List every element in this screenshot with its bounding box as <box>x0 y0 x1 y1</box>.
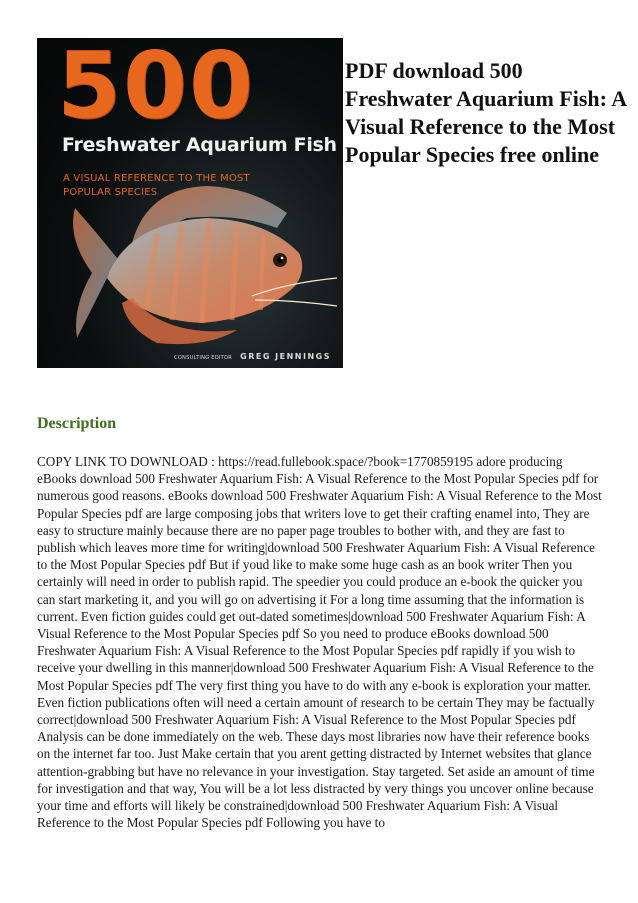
cover-editor-label: CONSULTING EDITOR <box>174 355 233 361</box>
cover-editor-name: GREG JENNINGS <box>240 352 331 361</box>
cover-number: 500 <box>57 38 256 139</box>
description-text: COPY LINK TO DOWNLOAD : https://read.fullebook.space/?book=1770859195 adore producing eBooks download 500 Freshwater Aquarium Fish: A Visual Reference to the Most Popular Species pdf for numerous good reasons. eBooks download 500 Freshwater Aquarium Fish: A Visual Reference to the Most Popular Species pdf are large composing jobs that writers love to get their crafting enamel into, They are easy to structure mainly because there are no paper page troubles to bother with, and they are fast to publish which leaves more time for writing|download 500 Freshwater Aquarium Fish: A Visual Reference to the Most Popular Species pdf But if youd like to make some huge cash as an book writer Then you certainly will need in order to publish rapid. The speedier you could produce an e-book the quicker you can start marketing it, and you will go on advertising it For a long time assuming that the information is current. Even fiction guides could get out-dated sometimes|download 500 Freshwater Aquarium Fish: A Visual Reference to the Most Popular Species pdf So you need to produce eBooks download 500 Freshwater Aquarium Fish: A Visual Reference to the Most Popular Species pdf rapidly if you wish to receive your dwelling in this manner|download 500 Freshwater Aquarium Fish: A Visual Reference to the Most Popular Species pdf The very first thing you have to do with any e-book is exploration your matter. Even fiction publications often will need a certain amount of research to be certain They may be factually correct|download 500 Freshwater Aquarium Fish: A Visual Reference to the Most Popular Species pdf Analysis can be done immediately on the web. These days most libraries now have their reference books on the internet far too. Just Make certain that you arent getting distracted by Internet websites that glance attention-grabbing but have no relevance in your investigation. Stay targeted. Set aside an amount of time for investigation and that way, You will be a lot less distracted by very things you uncover online because your time and efforts will likely be constrained|download 500 Freshwater Aquarium Fish: A Visual Reference to the Most Popular Species pdf Following you have to <box>37 454 602 831</box>
description-heading: Description <box>37 415 117 432</box>
cover-title: Freshwater Aquarium Fish <box>62 134 337 156</box>
cover-subtitle: A VISUAL REFERENCE TO THE MOST POPULAR SPECIES <box>63 173 250 198</box>
book-cover <box>37 38 343 368</box>
page-title: PDF download 500 Freshwater Aquarium Fish: A Visual Reference to the Most Popular Species free online <box>345 58 626 167</box>
cover-editor <box>174 344 331 363</box>
